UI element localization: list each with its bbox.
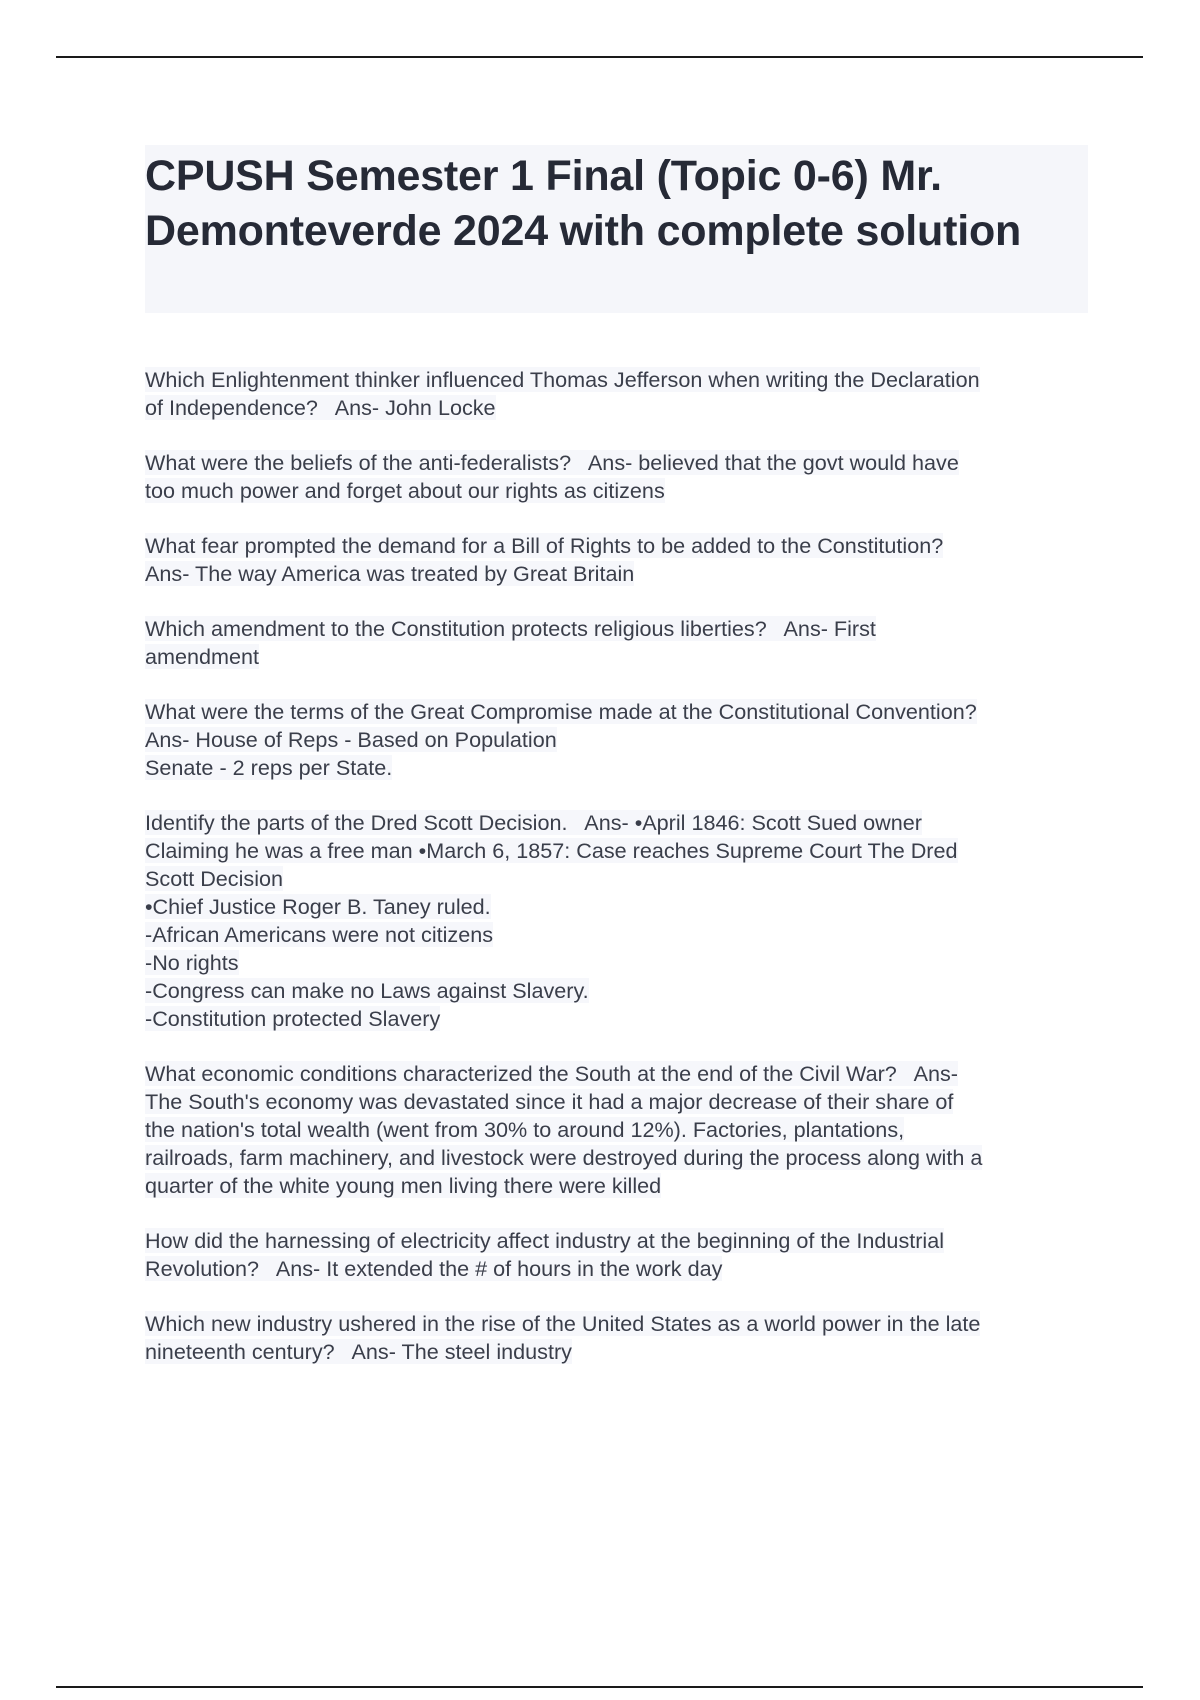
qa-line: What were the terms of the Great Compromise made at the Constitutional Convention? <box>145 699 977 724</box>
qa-item <box>145 809 1095 1033</box>
qa-line: •Chief Justice Roger B. Taney ruled. <box>145 894 491 919</box>
qa-item <box>145 698 1095 782</box>
qa-line: -African Americans were not citizens <box>145 922 494 947</box>
qa-line: Senate - 2 reps per State. <box>145 755 393 780</box>
qa-line: of Independence? Ans- John Locke <box>145 395 496 420</box>
qa-line: the nation's total wealth (went from 30% to around 12%). Factories, plantations, <box>145 1117 905 1142</box>
qa-line: The South's economy was devastated since it had a major decrease of their share of <box>145 1089 954 1114</box>
qa-line: Identify the parts of the Dred Scott Decision. Ans- •April 1846: Scott Sued owner <box>145 810 922 835</box>
qa-line: How did the harnessing of electricity affect industry at the beginning of the Industrial <box>145 1228 945 1253</box>
bottom-divider <box>56 1686 1143 1688</box>
qa-item <box>145 1060 1095 1200</box>
qa-item <box>145 1227 1095 1283</box>
qa-line: Which amendment to the Constitution protects religious liberties? Ans- First <box>145 616 876 641</box>
qa-line: -No rights <box>145 950 239 975</box>
qa-line: Ans- House of Reps - Based on Population <box>145 727 557 752</box>
question-answer-list <box>145 366 1095 1393</box>
qa-line: -Constitution protected Slavery <box>145 1006 441 1031</box>
qa-line: Revolution? Ans- It extended the # of hours in the work day <box>145 1256 723 1281</box>
qa-line: What economic conditions characterized the South at the end of the Civil War? Ans- <box>145 1061 958 1086</box>
qa-line: What fear prompted the demand for a Bill of Rights to be added to the Constitution? <box>145 533 944 558</box>
qa-item <box>145 449 1095 505</box>
qa-line: -Congress can make no Laws against Slavery. <box>145 978 589 1003</box>
document-title: CPUSH Semester 1 Final (Topic 0-6) Mr. Demonteverde 2024 with complete solution <box>145 152 1022 255</box>
qa-item <box>145 615 1095 671</box>
qa-item <box>145 366 1095 422</box>
qa-line: too much power and forget about our rights as citizens <box>145 478 665 503</box>
qa-item <box>145 532 1095 588</box>
top-divider <box>56 56 1143 58</box>
qa-line: Claiming he was a free man •March 6, 1857: Case reaches Supreme Court The Dred <box>145 838 958 863</box>
qa-line: quarter of the white young men living there were killed <box>145 1173 662 1198</box>
qa-line: railroads, farm machinery, and livestock were destroyed during the process along with a <box>145 1145 983 1170</box>
qa-line: Scott Decision <box>145 866 284 891</box>
qa-line: Which new industry ushered in the rise of the United States as a world power in the late <box>145 1311 981 1336</box>
qa-line: nineteenth century? Ans- The steel industry <box>145 1339 572 1364</box>
title-block <box>145 145 1088 313</box>
qa-item <box>145 1310 1095 1366</box>
qa-line: amendment <box>145 644 260 669</box>
qa-line: Which Enlightenment thinker influenced Thomas Jefferson when writing the Declaration <box>145 367 980 392</box>
qa-line: Ans- The way America was treated by Great Britain <box>145 561 635 586</box>
qa-line: What were the beliefs of the anti-federalists? Ans- believed that the govt would have <box>145 450 959 475</box>
